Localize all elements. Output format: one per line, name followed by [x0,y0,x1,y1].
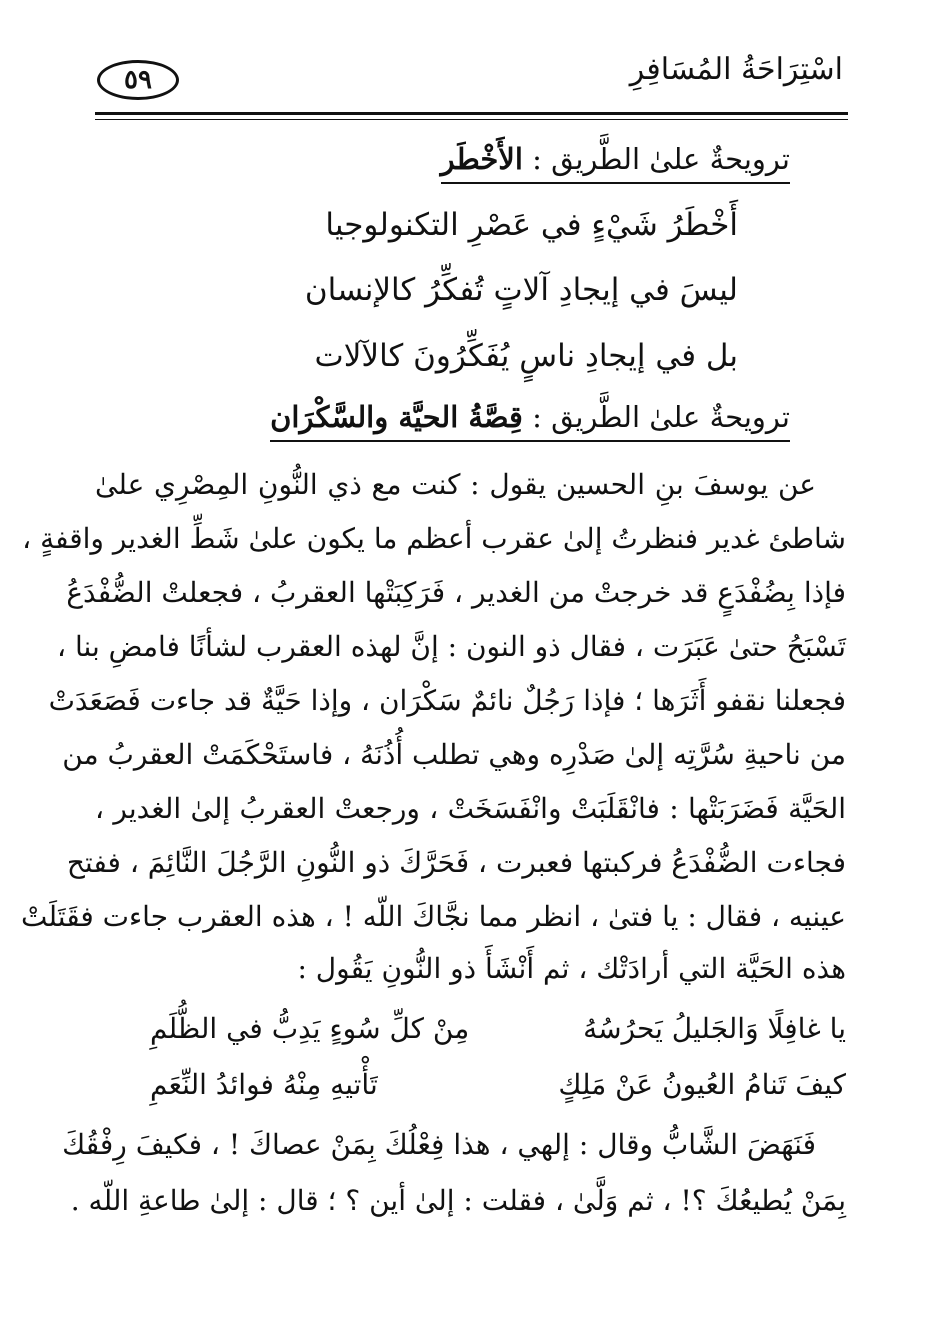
paragraph-line: فجعلنا نقفو أَثَرَها ؛ فإذا رَجُلٌ نائمٌ سَكْرَان ، وإذا حَيَّةٌ قد جاءت فَصَعَدَتْ [48,684,846,717]
paragraph-line: شاطئ غدير فنظرتُ إلىٰ عقرب أعظم ما يكون علىٰ شَطِّ الغدير واقفةٍ ، [22,522,846,555]
header-rule-thin [95,119,848,120]
poem-line: بل في إيجادِ ناسٍ يُفَكِّرُونَ كالآلات [314,338,738,374]
poem-line: ليسَ في إيجادِ آلاتٍ تُفكِّرُ كالإنسان [304,272,738,308]
section-heading-title: قِصَّةُ الحيَّة والسَّكْرَان [270,400,523,434]
closing-line: فَنَهَضَ الشَّابُّ وقال : إلهي ، هذا فِعْلُكَ بِمَنْ عصاكَ ! ، فكيفَ رِفْقُكَ [62,1128,816,1161]
paragraph-line: عن يوسفَ بنِ الحسين يقول : كنت مع ذي النُّونِ المِصْرِي علىٰ [95,468,816,501]
poem-line: أَخْطَرُ شَيْءٍ في عَصْرِ التكنولوجيا [325,207,738,243]
paragraph-line: عينيه ، فقال : يا فتىٰ ، انظر مما نجَّاكَ اللّه ! ، هذه العقرب جاءت فقَتَلَتْ [20,900,846,933]
header-rule [95,112,848,115]
section-heading-prefix: ترويحةٌ علىٰ الطَّريق : [532,142,790,176]
page-number: ٥٩ [97,60,179,100]
paragraph-line: من ناحيةِ سُرَّتِه إلىٰ صَدْرِه وهي تطلب أُذُنَهُ ، فاستَحْكَمَتْ العقربُ من [62,738,846,771]
section-heading-title: الأَخْطَر [440,142,523,176]
paragraph-line: فجاءت الضُّفْدَعُ فركبتها فعبرت ، فَحَرَّكَ ذو النُّونِ الرَّجُلَ النَّائِمَ ، ففتح [66,846,846,879]
section-heading-2 [270,400,790,442]
verse-first-half: كيفَ تَنامُ العُيونُ عَنْ مَلِكٍ [558,1068,846,1101]
paragraph-line: فإذا بِضُفْدَعٍ قد خرجتْ من الغدير ، فَرَكِبَتْها العقربُ ، فجعلتْ الضُّفْدَعُ [66,576,846,609]
paragraph-line: الحَيَّة فَضَرَبَتْها : فانْقَلَبَتْ وانْفَسَخَتْ ، ورجعتْ العقربُ إلىٰ الغدير ، [95,792,846,825]
closing-line: بِمَنْ يُطيعُكَ ؟! ، ثم وَلَّىٰ ، فقلت : إلىٰ أين ؟ ؛ قال : إلىٰ طاعةِ اللّه . [70,1184,846,1217]
paragraph-line: تَسْبَحُ حتىٰ عَبَرَت ، فقال ذو النون : إنَّ لهذه العقرب لشأنًا فامضِ بنا ، [57,630,846,663]
section-heading-1 [441,142,790,184]
verse-second-half: مِنْ كلِّ سُوءٍ يَدِبُّ في الظُّلَمِ [150,1012,470,1045]
section-heading-prefix: ترويحةٌ علىٰ الطَّريق : [532,400,790,434]
running-title: اسْتِرَاحَةُ المُسَافِرِ [629,52,843,87]
verse-second-half: تَأْتيهِ مِنْهُ فوائدُ النِّعَمِ [150,1068,378,1101]
verse-first-half: يا غافِلًا وَالجَليلُ يَحرُسُهُ [583,1012,846,1045]
paragraph-line: هذه الحَيَّة التي أرادَتْك ، ثم أَنْشَأَ ذو النُّونِ يَقُول : [297,952,846,985]
